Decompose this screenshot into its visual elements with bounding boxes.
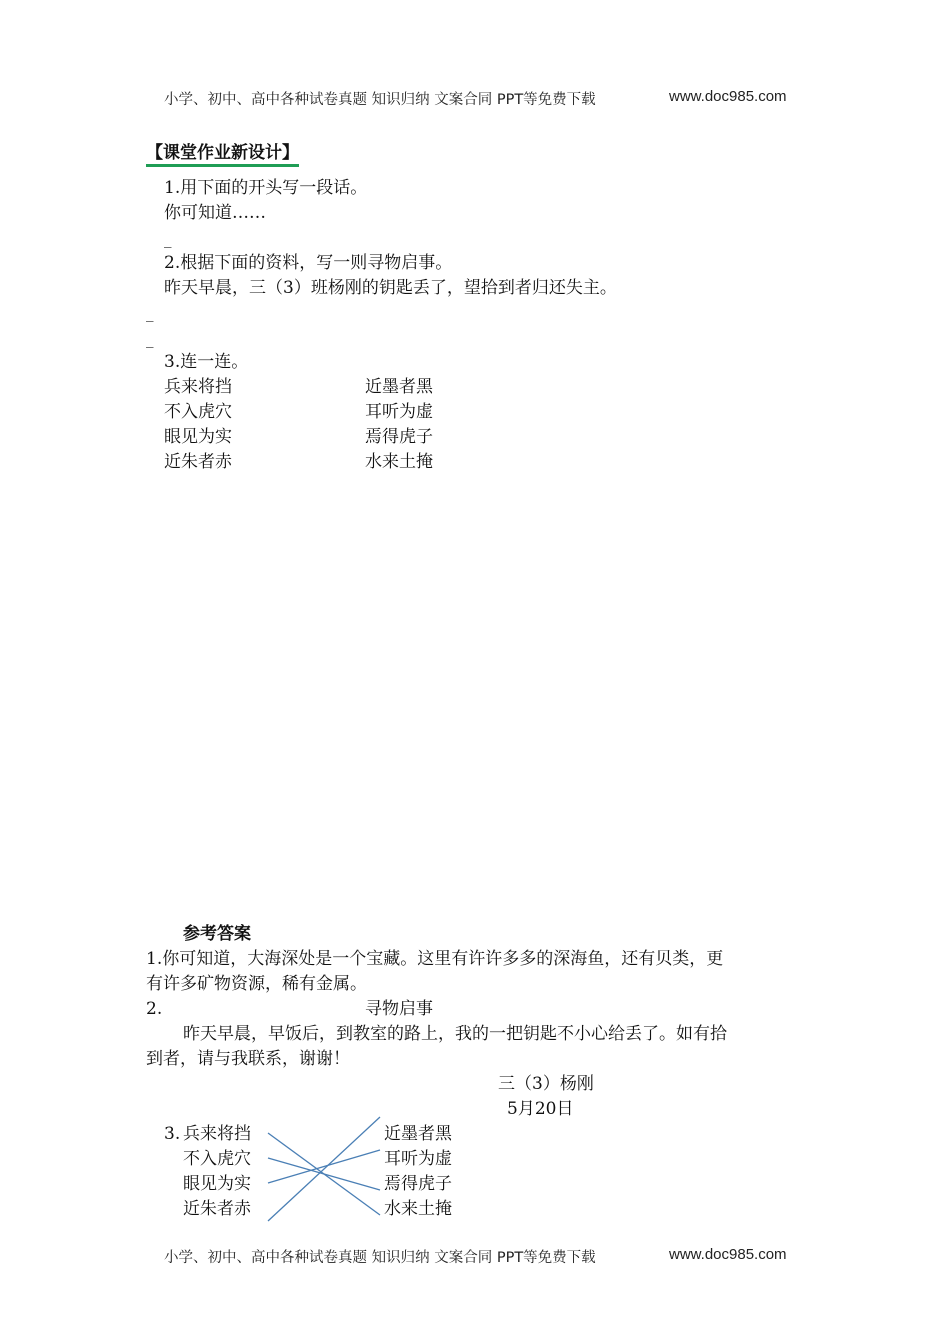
answer-3-right-item: 近墨者黑 <box>384 1124 452 1144</box>
q3-left-item: 不入虎穴 <box>164 402 232 422</box>
answer-3-right-item: 耳听为虚 <box>384 1149 452 1169</box>
answer-2-signature: 三（3）杨刚 <box>498 1074 594 1094</box>
answer-3-right-item: 水来土掩 <box>384 1199 452 1219</box>
q3-left-item: 近朱者赤 <box>164 452 232 472</box>
answer-2-line-1: 昨天早晨，早饭后，到教室的路上，我的一把钥匙不小心给丢了。如有拾 <box>183 1024 727 1044</box>
footer-url: www.doc985.com <box>669 1246 787 1263</box>
answer-2-line-2: 到者，请与我联系，谢谢！ <box>146 1049 350 1069</box>
answer-3-left-item: 眼见为实 <box>183 1174 251 1194</box>
match-line <box>268 1150 380 1183</box>
section-title: 【课堂作业新设计】 <box>146 138 299 167</box>
q1-blank: _ <box>164 230 172 248</box>
match-line <box>268 1158 380 1190</box>
q2-material: 昨天早晨，三（3）班杨刚的钥匙丢了，望拾到者归还失主。 <box>164 278 617 298</box>
match-line <box>268 1117 380 1221</box>
answer-3-left-item: 不入虎穴 <box>183 1149 251 1169</box>
answer-3-right-item: 焉得虎子 <box>384 1174 452 1194</box>
q3-right-item: 焉得虎子 <box>365 427 433 447</box>
answer-3-left-item: 近朱者赤 <box>183 1199 251 1219</box>
q3-left-item: 兵来将挡 <box>164 377 232 397</box>
answer-3-left-item: 兵来将挡 <box>183 1124 251 1144</box>
answer-3-number: 3. <box>164 1124 181 1144</box>
q3-prompt: 3.连一连。 <box>164 352 249 372</box>
answer-2-date: 5月20日 <box>507 1099 574 1119</box>
answers-title: 参考答案 <box>183 924 251 944</box>
q3-right-item: 耳听为虚 <box>365 402 433 422</box>
q3-left-item: 眼见为实 <box>164 427 232 447</box>
answer-1-line-2: 有许多矿物资源，稀有金属。 <box>146 974 367 994</box>
answer-2-number: 2. <box>146 999 163 1019</box>
header-text: 小学、初中、高中各种试卷真题 知识归纳 文案合同 PPT等免费下载 <box>164 92 596 108</box>
answer-2-title: 寻物启事 <box>365 999 433 1019</box>
answer-1-line-1: 1.你可知道，大海深处是一个宝藏。这里有许许多多的深海鱼，还有贝类，更 <box>146 949 724 969</box>
q2-prompt: 2.根据下面的资料，写一则寻物启事。 <box>164 253 453 273</box>
q2-blank-2: _ <box>146 330 154 348</box>
q2-blank-1: _ <box>146 304 154 322</box>
q1-prompt: 1.用下面的开头写一段话。 <box>164 178 368 198</box>
q3-right-item: 水来土掩 <box>365 452 433 472</box>
footer-text: 小学、初中、高中各种试卷真题 知识归纳 文案合同 PPT等免费下载 <box>164 1250 596 1266</box>
q1-start: 你可知道…… <box>164 203 266 223</box>
header-url: www.doc985.com <box>669 88 787 105</box>
q3-right-item: 近墨者黑 <box>365 377 433 397</box>
